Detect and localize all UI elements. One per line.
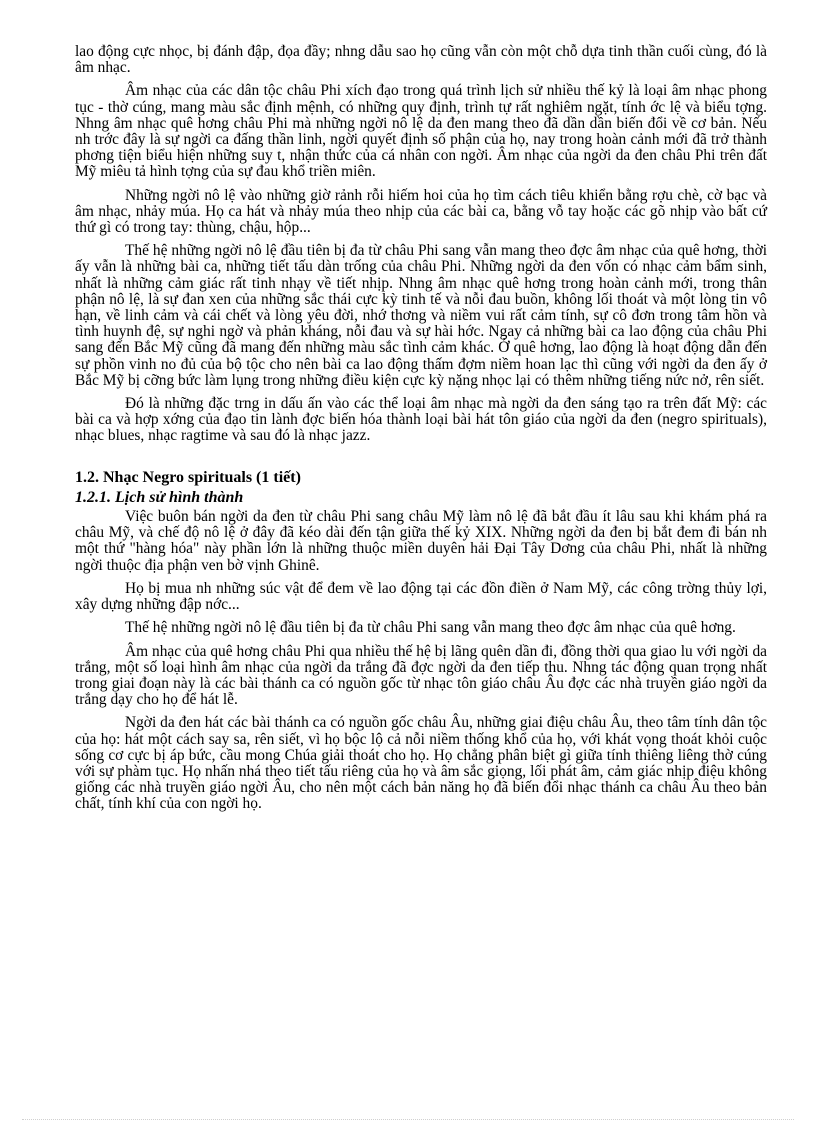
paragraph: Ngời da đen hát các bài thánh ca có nguồn gốc châu Âu, những giai điệu châu Âu, theo tâm tính dân tộc của họ: hát một cách say sa, rên siết, vì họ bộc lộ cả nỗi niềm thống khổ của họ, với khát vọng thoát khỏi cuộc sống cơ cực bị áp bức, cầu mong Chúa giải thoát cho họ. Họ chẳng phân biệt gì giữa tính thiêng liêng thờ cúng với sự phàm tục. Họ nhấn nhá theo tiết tấu riêng của họ và âm sắc giọng, lối phát âm, cảm giác nhịp điệu không giống các nhà truyền giáo ngời Âu, cho nên một cách bản năng họ đã biến đổi nhạc thánh ca châu Âu theo bản chất, tính khí của con ngời họ. bbox=[75, 714, 767, 813]
paragraph: Đó là những đặc trng in dấu ấn vào các thể loại âm nhạc mà ngời da đen sáng tạo ra trên đất Mỹ: các bài ca và hợp xớng của đạo tin lành đợc biến hóa thành loại bài hát tôn giáo của ngời da đen (negro spirituals), nhạc blues, nhạc ragtime và sau đó là nhạc jazz. bbox=[75, 395, 767, 445]
page-bottom-divider bbox=[22, 1119, 794, 1120]
section-heading: 1.2. Nhạc Negro spirituals (1 tiết) bbox=[75, 468, 301, 486]
paragraph: lao động cực nhọc, bị đánh đập, đọa đầy; nhng dẫu sao họ cũng vẫn còn một chỗ dựa tinh thần cuối cùng, đó là âm nhạc. bbox=[75, 43, 767, 77]
subsection-heading: 1.2.1. Lịch sử hình thành bbox=[75, 488, 244, 506]
paragraph: Âm nhạc của các dân tộc châu Phi xích đạo trong quá trình lịch sử nhiều thế kỷ là loại âm nhạc phong tục - thờ cúng, mang màu sắc định mệnh, có những quy định, trình tự rất nghiêm ngặt, tính ớc lệ và biểu tợng. Nhng âm nhạc quê hơng châu Phi mà những ngời nô lệ da đen mang theo đã dần dần biến đổi về cơ bản. Nếu nh trớc đây là sự ngời ca đấng thần linh, ngời quyết định số phận của họ, nay trong hoàn cảnh mới đã trở thành phơng tiện biểu hiện những suy t, nhận thức của cá nhân con ngời. Âm nhạc của ngời da đen châu Phi trên đất Mỹ miêu tả hình tợng của sự đau khổ triền miên. bbox=[75, 82, 767, 181]
paragraph: Thế hệ những ngời nô lệ đầu tiên bị đa từ châu Phi sang vẫn mang theo đợc âm nhạc của quê hơng, thời ấy vẫn là những bài ca, những tiết tấu dàn trống của châu Phi. Những ngời da đen vốn có nhạc cảm bẩm sinh, nhất là những cảm giác rất tinh nhạy về tiết nhịp. Nhng âm nhạc quê hơng trong hoàn cảnh mới, trong thân phận nô lệ, là sự đan xen của những sắc thái cực kỳ tinh tế và nỗi đau buồn, không lối thoát và một lòng tin vô hạn, về linh cảm và cái chết và lòng yêu đời, nhớ thơng và niềm vui rất cảm tính, sự cô đơn trong tâm hồn và tình huynh đệ, sự nghi ngờ và phản kháng, nỗi đau và sự hài hớc. Ngay cả những bài ca lao động của châu Phi sang đến Bắc Mỹ cũng đã mang đến những màu sắc tình cảm khác. Ở quê hơng, lao động là hoạt động dẫn đến sự phồn vinh no đủ của bộ tộc cho nên bài ca lao động thấm đợm niềm hoan lạc thì cũng với ngời da đen ấy ở Bắc Mỹ bị cỡng bức làm lụng trong những điều kiện cực kỳ nặng nhọc lại có thêm những tiếng nức nở, rên siết. bbox=[75, 242, 767, 389]
paragraph: Thế hệ những ngời nô lệ đầu tiên bị đa từ châu Phi sang vẫn mang theo đợc âm nhạc của quê hơng. bbox=[125, 619, 736, 637]
paragraph: Âm nhạc của quê hơng châu Phi qua nhiều thế hệ bị lãng quên dần đi, đồng thời qua giao lu với ngời da trắng, một số loại hình âm nhạc của ngời da trắng đã đợc ngời da đen tiếp thu. Nhng tác động quan trọng nhất trong giai đoạn này là các bài thánh ca có nguồn gốc từ nhạc tôn giáo châu Âu đợc các nhà truyền giáo ngời da trắng dạy cho họ để hát lễ. bbox=[75, 642, 767, 709]
paragraph: Việc buôn bán ngời da đen từ châu Phi sang châu Mỹ làm nô lệ đã bắt đầu ít lâu sau khi khám phá ra châu Mỹ, và chế độ nô lệ ở đây đã kéo dài đến tận giữa thế kỷ XIX. Những ngời da đen bị bắt đem đi bán nh một thứ "hàng hóa" này phần lớn là những thuộc miền duyên hải Đại Tây Dơng của châu Phi, nhất là những ngời thuộc địa phận ven bờ vịnh Ghinê. bbox=[75, 508, 767, 574]
paragraph: Họ bị mua nh những súc vật để đem về lao động tại các đồn điền ở Nam Mỹ, các công trờng thủy lợi, xây dựng những đập nớc... bbox=[75, 579, 767, 614]
document-page bbox=[75, 44, 767, 820]
paragraph: Những ngời nô lệ vào những giờ rảnh rỗi hiếm hoi của họ tìm cách tiêu khiển bằng rợu chè, cờ bạc và âm nhạc, nhảy múa. Họ ca hát và nhảy múa theo nhịp của các bài ca, bằng vỗ tay hoặc các gõ nhịp vào bất cứ thứ gì có trong tay: thùng, chậu, hộp... bbox=[75, 186, 767, 237]
